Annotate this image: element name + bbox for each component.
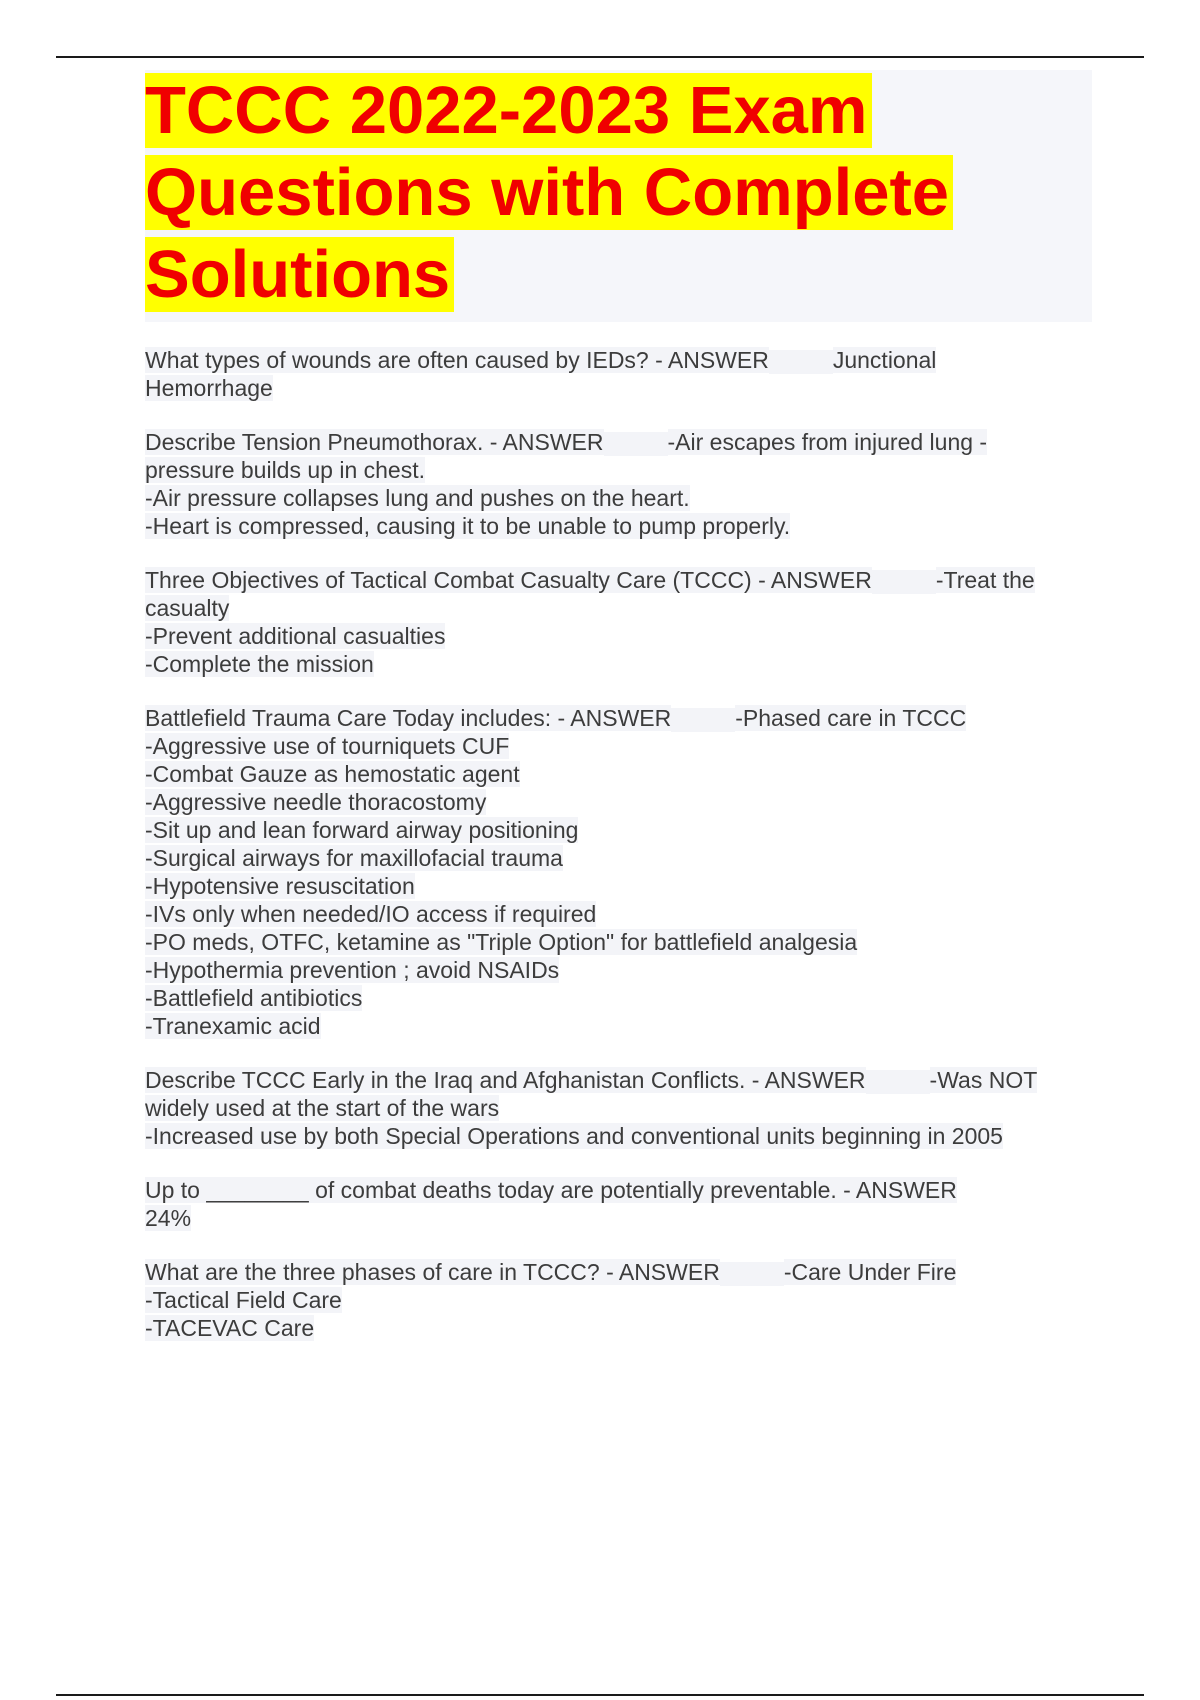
- qa-question: Three Objectives of Tactical Combat Casualty Care (TCCC) - ANSWER: [145, 567, 872, 593]
- qa-answer-line: -PO meds, OTFC, ketamine as "Triple Option" for battlefield analgesia: [145, 929, 858, 955]
- qa-answer-line: 24%: [145, 1205, 192, 1231]
- qa-question-line: [145, 1066, 1095, 1094]
- qa-answer-start: Junctional: [832, 347, 937, 373]
- answer-gap: [866, 1070, 930, 1094]
- qa-question: What types of wounds are often caused by IEDs? - ANSWER: [145, 347, 769, 373]
- bottom-rule: [56, 1694, 1144, 1696]
- qa-answer-line: -Sit up and lean forward airway positioning: [145, 817, 579, 843]
- qa-answer-start: -Was NOT: [929, 1067, 1038, 1093]
- qa-question-line: [145, 566, 1095, 594]
- qa-question: What are the three phases of care in TCCC? - ANSWER: [145, 1259, 720, 1285]
- qa-question: Describe TCCC Early in the Iraq and Afghanistan Conflicts. - ANSWER: [145, 1067, 866, 1093]
- qa-item: [145, 1066, 1095, 1150]
- answer-gap: [872, 570, 936, 594]
- qa-question: Up to ________ of combat deaths today are potentially preventable. - ANSWER: [145, 1177, 957, 1203]
- document-title: [145, 70, 1092, 316]
- qa-answer-line: -Tranexamic acid: [145, 1013, 321, 1039]
- qa-answer-line: -Aggressive needle thoracostomy: [145, 789, 487, 815]
- qa-item: [145, 1176, 1095, 1232]
- qa-list: [145, 346, 1095, 1368]
- answer-gap: [604, 432, 668, 456]
- qa-item: [145, 566, 1095, 678]
- qa-answer-start: -Air escapes from injured lung -: [667, 429, 988, 455]
- qa-answer-line: -Air pressure collapses lung and pushes on the heart.: [145, 485, 690, 511]
- qa-answer-line: casualty: [145, 595, 230, 621]
- qa-answer-line: -Prevent additional casualties: [145, 623, 446, 649]
- qa-answer-line: -Battlefield antibiotics: [145, 985, 363, 1011]
- title-block: [145, 70, 1092, 322]
- qa-answer-line: -Hypothermia prevention ; avoid NSAIDs: [145, 957, 560, 983]
- qa-item: [145, 428, 1095, 540]
- qa-answer-line: -Heart is compressed, causing it to be unable to pump properly.: [145, 513, 791, 539]
- qa-answer-line: Hemorrhage: [145, 375, 273, 401]
- qa-question-line: [145, 1176, 1095, 1204]
- qa-item: [145, 704, 1095, 1040]
- answer-gap: [769, 350, 833, 374]
- qa-question: Describe Tension Pneumothorax. - ANSWER: [145, 429, 604, 455]
- qa-answer-line: -Combat Gauze as hemostatic agent: [145, 761, 520, 787]
- qa-item: [145, 346, 1095, 402]
- qa-question-line: [145, 346, 1095, 374]
- qa-answer-line: pressure builds up in chest.: [145, 457, 425, 483]
- title-line: TCCC 2022-2023 Exam: [145, 73, 872, 148]
- qa-question-line: [145, 704, 1095, 732]
- title-line: Solutions: [145, 237, 454, 312]
- qa-answer-line: -Tactical Field Care: [145, 1287, 342, 1313]
- top-rule: [56, 56, 1144, 58]
- qa-answer-line: -Complete the mission: [145, 651, 374, 677]
- qa-item: [145, 1258, 1095, 1342]
- qa-answer-line: widely used at the start of the wars: [145, 1095, 500, 1121]
- qa-answer-start: -Treat the: [935, 567, 1035, 593]
- qa-answer-line: -IVs only when needed/IO access if required: [145, 901, 597, 927]
- qa-question-line: [145, 428, 1095, 456]
- qa-answer-line: -Increased use by both Special Operations and conventional units beginning in 2005: [145, 1123, 1003, 1149]
- title-line: Questions with Complete: [145, 155, 953, 230]
- qa-answer-line: -Hypotensive resuscitation: [145, 873, 415, 899]
- qa-question: Battlefield Trauma Care Today includes: - ANSWER: [145, 705, 672, 731]
- qa-answer-line: -Aggressive use of tourniquets CUF: [145, 733, 510, 759]
- answer-gap: [720, 1262, 784, 1286]
- qa-answer-start: -Phased care in TCCC: [735, 705, 967, 731]
- qa-answer-line: -TACEVAC Care: [145, 1315, 315, 1341]
- qa-answer-line: -Surgical airways for maxillofacial trauma: [145, 845, 563, 871]
- qa-question-line: [145, 1258, 1095, 1286]
- qa-answer-start: -Care Under Fire: [783, 1259, 957, 1285]
- answer-gap: [671, 708, 735, 732]
